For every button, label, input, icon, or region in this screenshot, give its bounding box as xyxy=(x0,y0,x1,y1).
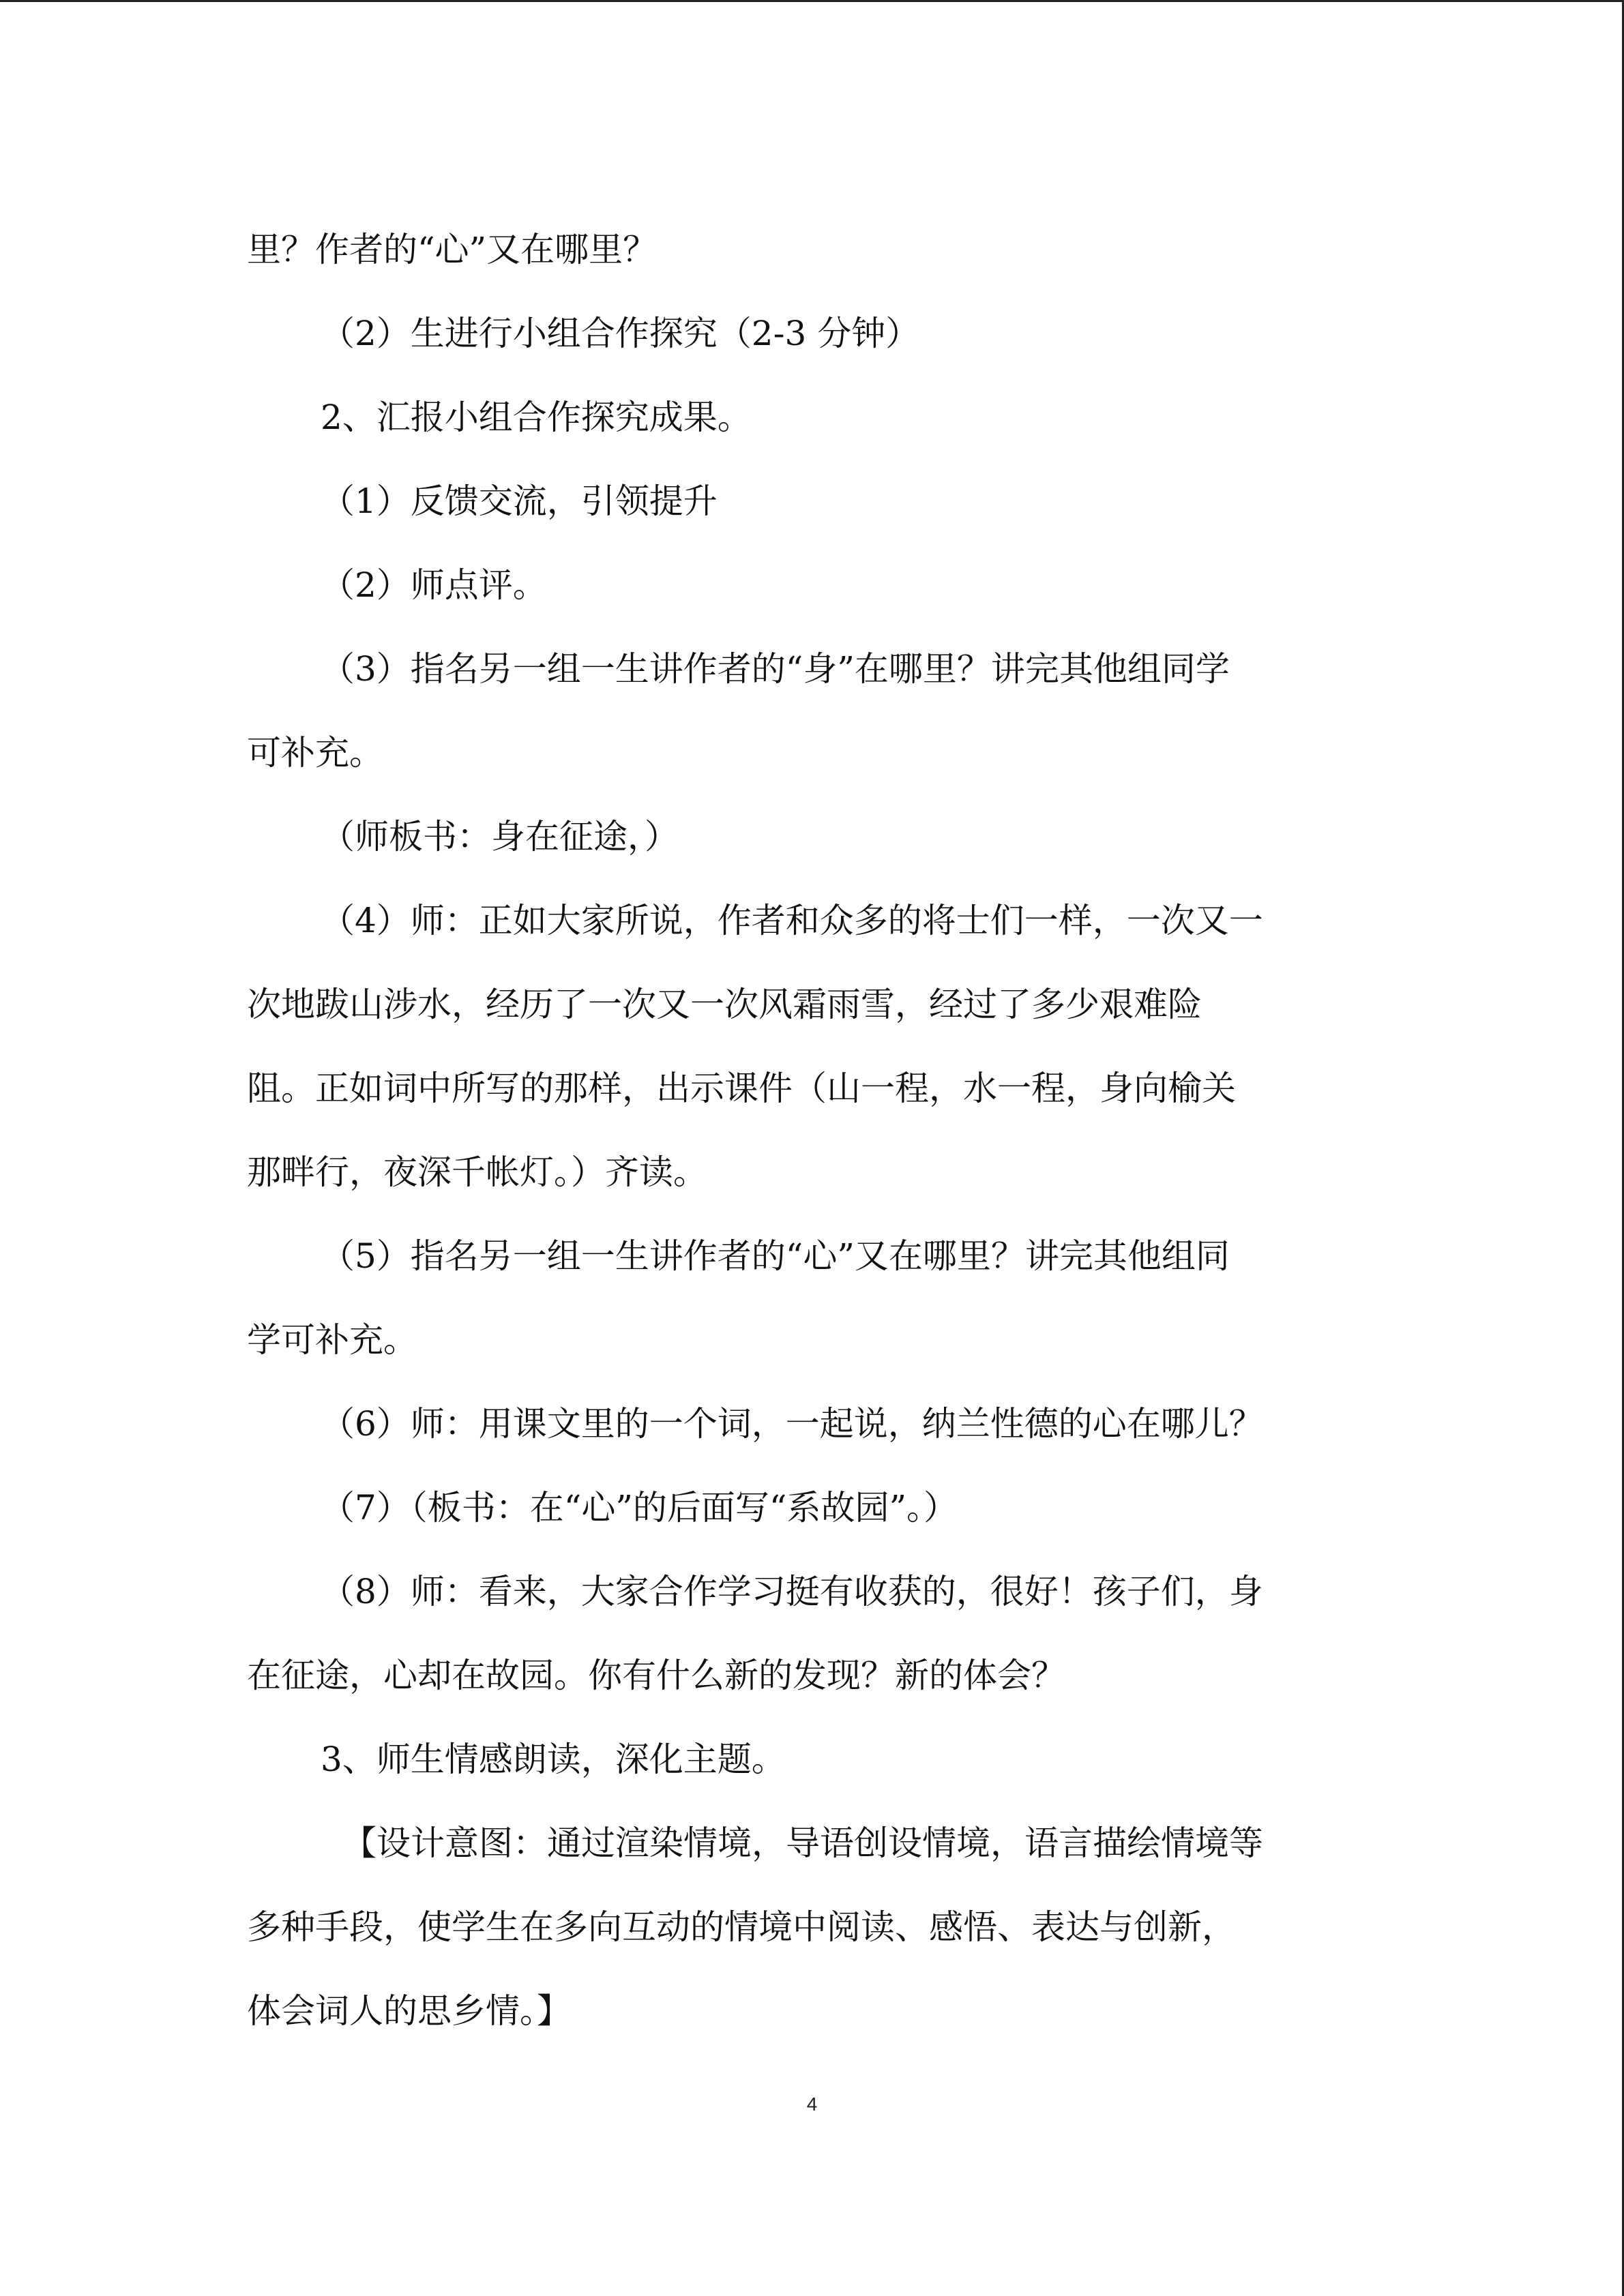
text-line: （2）生进行小组合作探究（2-3 分钟） xyxy=(321,314,920,353)
page-top-border xyxy=(0,0,1624,2)
text-line: 可补充。 xyxy=(247,733,383,773)
text-line: 次地跋山涉水，经历了一次又一次风霜雨雪，经过了多少艰难险 xyxy=(247,985,1202,1024)
design-intent-line: 多种手段，使学生在多向互动的情境中阅读、感悟、表达与创新， xyxy=(247,1907,1236,1947)
text-line: （8）师：看来，大家合作学习挺有收获的，很好！孩子们，身 xyxy=(321,1572,1263,1611)
text-line: （5）指名另一组一生讲作者的“心”又在哪里？讲完其他组同 xyxy=(321,1236,1230,1276)
document-body xyxy=(247,208,1372,2053)
text-line: 学可补充。 xyxy=(247,1320,417,1360)
text-line: 2、汇报小组合作探究成果。 xyxy=(321,398,752,437)
text-line: （1）反馈交流，引领提升 xyxy=(321,481,718,521)
design-intent-line: 【设计意图：通过渲染情境，导语创设情境，语言描绘情境等 xyxy=(342,1823,1263,1863)
text-line: （2）师点评。 xyxy=(321,565,547,605)
text-line: （6）师：用课文里的一个词，一起说，纳兰性德的心在哪儿？ xyxy=(321,1404,1263,1444)
text-line: 3、师生情感朗读，深化主题。 xyxy=(321,1740,786,1779)
text-line: （4）师：正如大家所说，作者和众多的将士们一样，一次又一 xyxy=(321,901,1263,940)
page-number: 4 xyxy=(806,2093,818,2115)
text-line: 阻。正如词中所写的那样，出示课件（山一程，水一程，身向榆关 xyxy=(247,1069,1236,1108)
text-line: 在征途，心却在故园。你有什么新的发现？新的体会？ xyxy=(247,1656,1065,1695)
text-line: （师板书：身在征途，） xyxy=(321,817,679,856)
text-line: （7）（板书：在“心”的后面写“系故园”。） xyxy=(321,1488,958,1527)
text-line: （3）指名另一组一生讲作者的“身”在哪里？讲完其他组同学 xyxy=(321,649,1230,689)
design-intent-line: 体会词人的思乡情。】 xyxy=(247,1991,571,2031)
text-line: 那畔行，夜深千帐灯。）齐读。 xyxy=(247,1152,707,1192)
text-line: 里？作者的“心”又在哪里？ xyxy=(247,230,658,269)
